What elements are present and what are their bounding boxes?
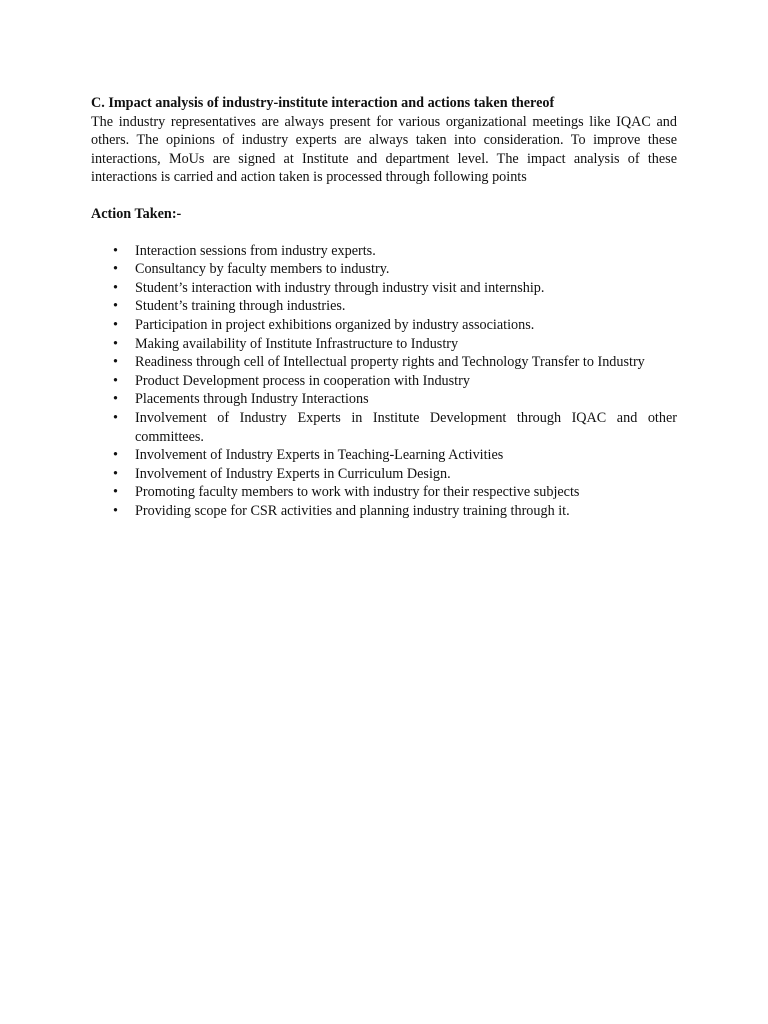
bullet-icon: • — [113, 279, 118, 296]
list-item — [91, 502, 677, 521]
bullet-icon: • — [113, 391, 118, 408]
list-item-text: Promoting faculty members to work with industry for their respective subjects — [135, 484, 580, 501]
bullet-icon: • — [113, 335, 118, 352]
action-taken-heading: Action Taken:- — [91, 205, 182, 222]
list-item-text: Consultancy by faculty members to industry. — [135, 261, 390, 278]
list-item — [91, 483, 677, 502]
list-item — [91, 465, 677, 484]
bullet-icon: • — [113, 242, 118, 259]
list-item-text: Making availability of Institute Infrastructure to Industry — [135, 335, 459, 352]
list-item-text: Involvement of Industry Experts in Curriculum Design. — [135, 465, 451, 482]
list-item — [91, 297, 677, 316]
list-item — [91, 335, 677, 354]
section-heading: C. Impact analysis of industry-institute interaction and actions taken thereof — [91, 95, 555, 111]
list-item-text: Involvement of Industry Experts in Teaching-Learning Activities — [135, 447, 504, 464]
list-item-text: Product Development process in cooperation with Industry — [135, 372, 470, 389]
list-item-text: Student’s training through industries. — [135, 298, 346, 315]
list-item — [91, 242, 677, 261]
document-page — [91, 94, 677, 520]
list-item-text: Involvement of Industry Experts in Institute Development through IQAC and other committees. — [135, 409, 677, 445]
list-item-text: Providing scope for CSR activities and planning industry training through it. — [135, 502, 570, 519]
list-item-text: Student’s interaction with industry through industry visit and internship. — [135, 279, 545, 296]
list-item — [91, 409, 677, 446]
list-item — [91, 353, 677, 372]
bullet-icon: • — [113, 261, 118, 278]
bullet-icon: • — [113, 447, 118, 464]
list-item-text: Participation in project exhibitions organized by industry associations. — [135, 316, 535, 333]
list-item — [91, 279, 677, 298]
bullet-icon: • — [113, 465, 118, 482]
list-item — [91, 372, 677, 391]
bullet-icon: • — [113, 316, 118, 333]
list-item-text: Readiness through cell of Intellectual property rights and Technology Transfer to Industry — [135, 354, 645, 371]
list-item-text: Interaction sessions from industry experts. — [135, 242, 376, 259]
bullet-icon: • — [113, 502, 118, 519]
list-item-text: Placements through Industry Interactions — [135, 391, 369, 408]
bullet-icon: • — [113, 298, 118, 315]
bullet-icon: • — [113, 354, 118, 371]
bullet-icon: • — [113, 484, 118, 501]
action-list — [91, 242, 677, 521]
list-item — [91, 316, 677, 335]
intro-paragraph: The industry representatives are always present for various organizational meetings like IQAC and others. The opinions of industry experts are always taken into consideration. To improve these interactions, MoUs are signed at Institute and department level. The impact analysis of these interactions is carried and action taken is processed through following points — [91, 113, 677, 186]
list-item — [91, 260, 677, 279]
bullet-icon: • — [113, 409, 118, 426]
list-item — [91, 446, 677, 465]
bullet-icon: • — [113, 372, 118, 389]
list-item — [91, 390, 677, 409]
